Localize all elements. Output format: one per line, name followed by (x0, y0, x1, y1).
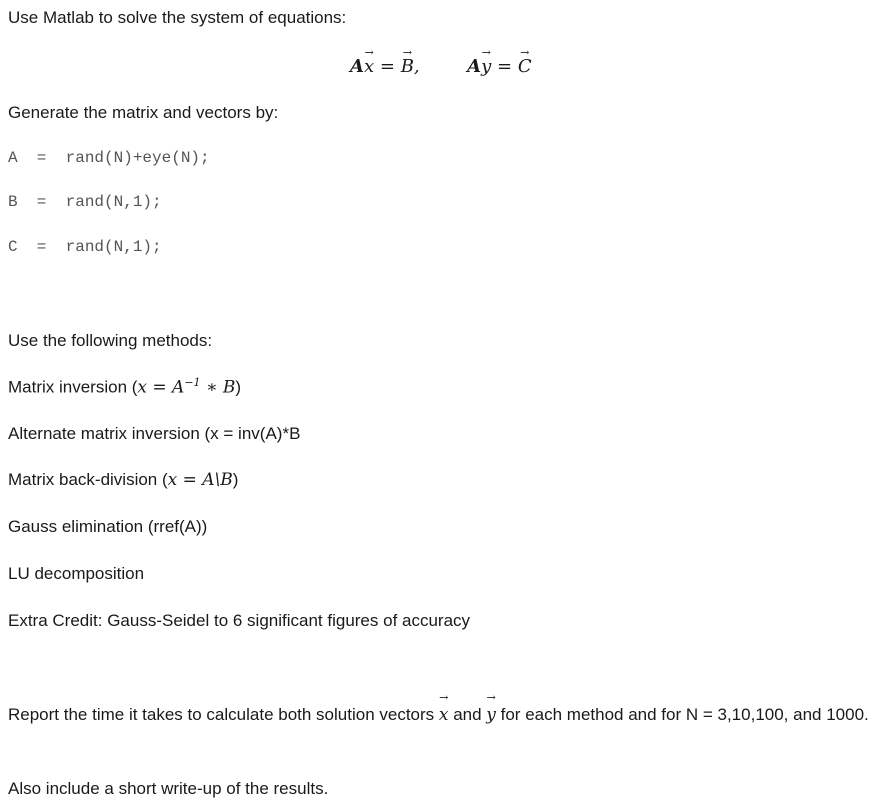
vector-b: → B (400, 46, 414, 77)
vector-y: → y (481, 46, 492, 77)
equation-block (350, 46, 532, 77)
vector-y-inline: → y (486, 691, 496, 725)
method-alternate-inversion: Alternate matrix inversion (x = inv(A)*B (8, 424, 301, 443)
equals-sign-1: = (379, 56, 395, 77)
vector-x-inline: → x (438, 691, 449, 725)
method-matrix-inversion: Matrix inversion ($x = A^{-1}$ ∗ B) (8, 376, 242, 398)
vector-c: → C (517, 46, 532, 77)
comma: , (413, 56, 420, 77)
method-gauss-elimination: Gauss elimination (rref(A)) (8, 517, 208, 536)
code-line-b: B = rand(N,1); (8, 193, 162, 211)
report-paragraph: Report the time it takes to calculate both solution vectors → x and → y for each method and for N = 3,10,100, and 1000. (8, 701, 870, 729)
matrix-a-2: A (467, 56, 482, 77)
methods-label: Use the following methods: (8, 331, 213, 350)
matrix-a-1: A (350, 56, 364, 77)
method-lu-decomposition: LU decomposition (8, 564, 145, 583)
code-line-c: C = rand(N,1); (8, 238, 162, 256)
equals-sign-2: = (497, 56, 513, 77)
writeup-text: Also include a short write-up of the results. (8, 779, 329, 798)
method-gauss-seidel: Extra Credit: Gauss-Seidel to 6 significant figures of accuracy (8, 611, 471, 630)
vector-x: → x (363, 46, 375, 77)
code-line-a: A = rand(N)+eye(N); (8, 149, 210, 167)
heading-text: Use Matlab to solve the system of equations: (8, 8, 347, 27)
generate-label: Generate the matrix and vectors by: (8, 103, 279, 122)
method-back-division: Matrix back-division (x = A\B) (8, 470, 239, 490)
